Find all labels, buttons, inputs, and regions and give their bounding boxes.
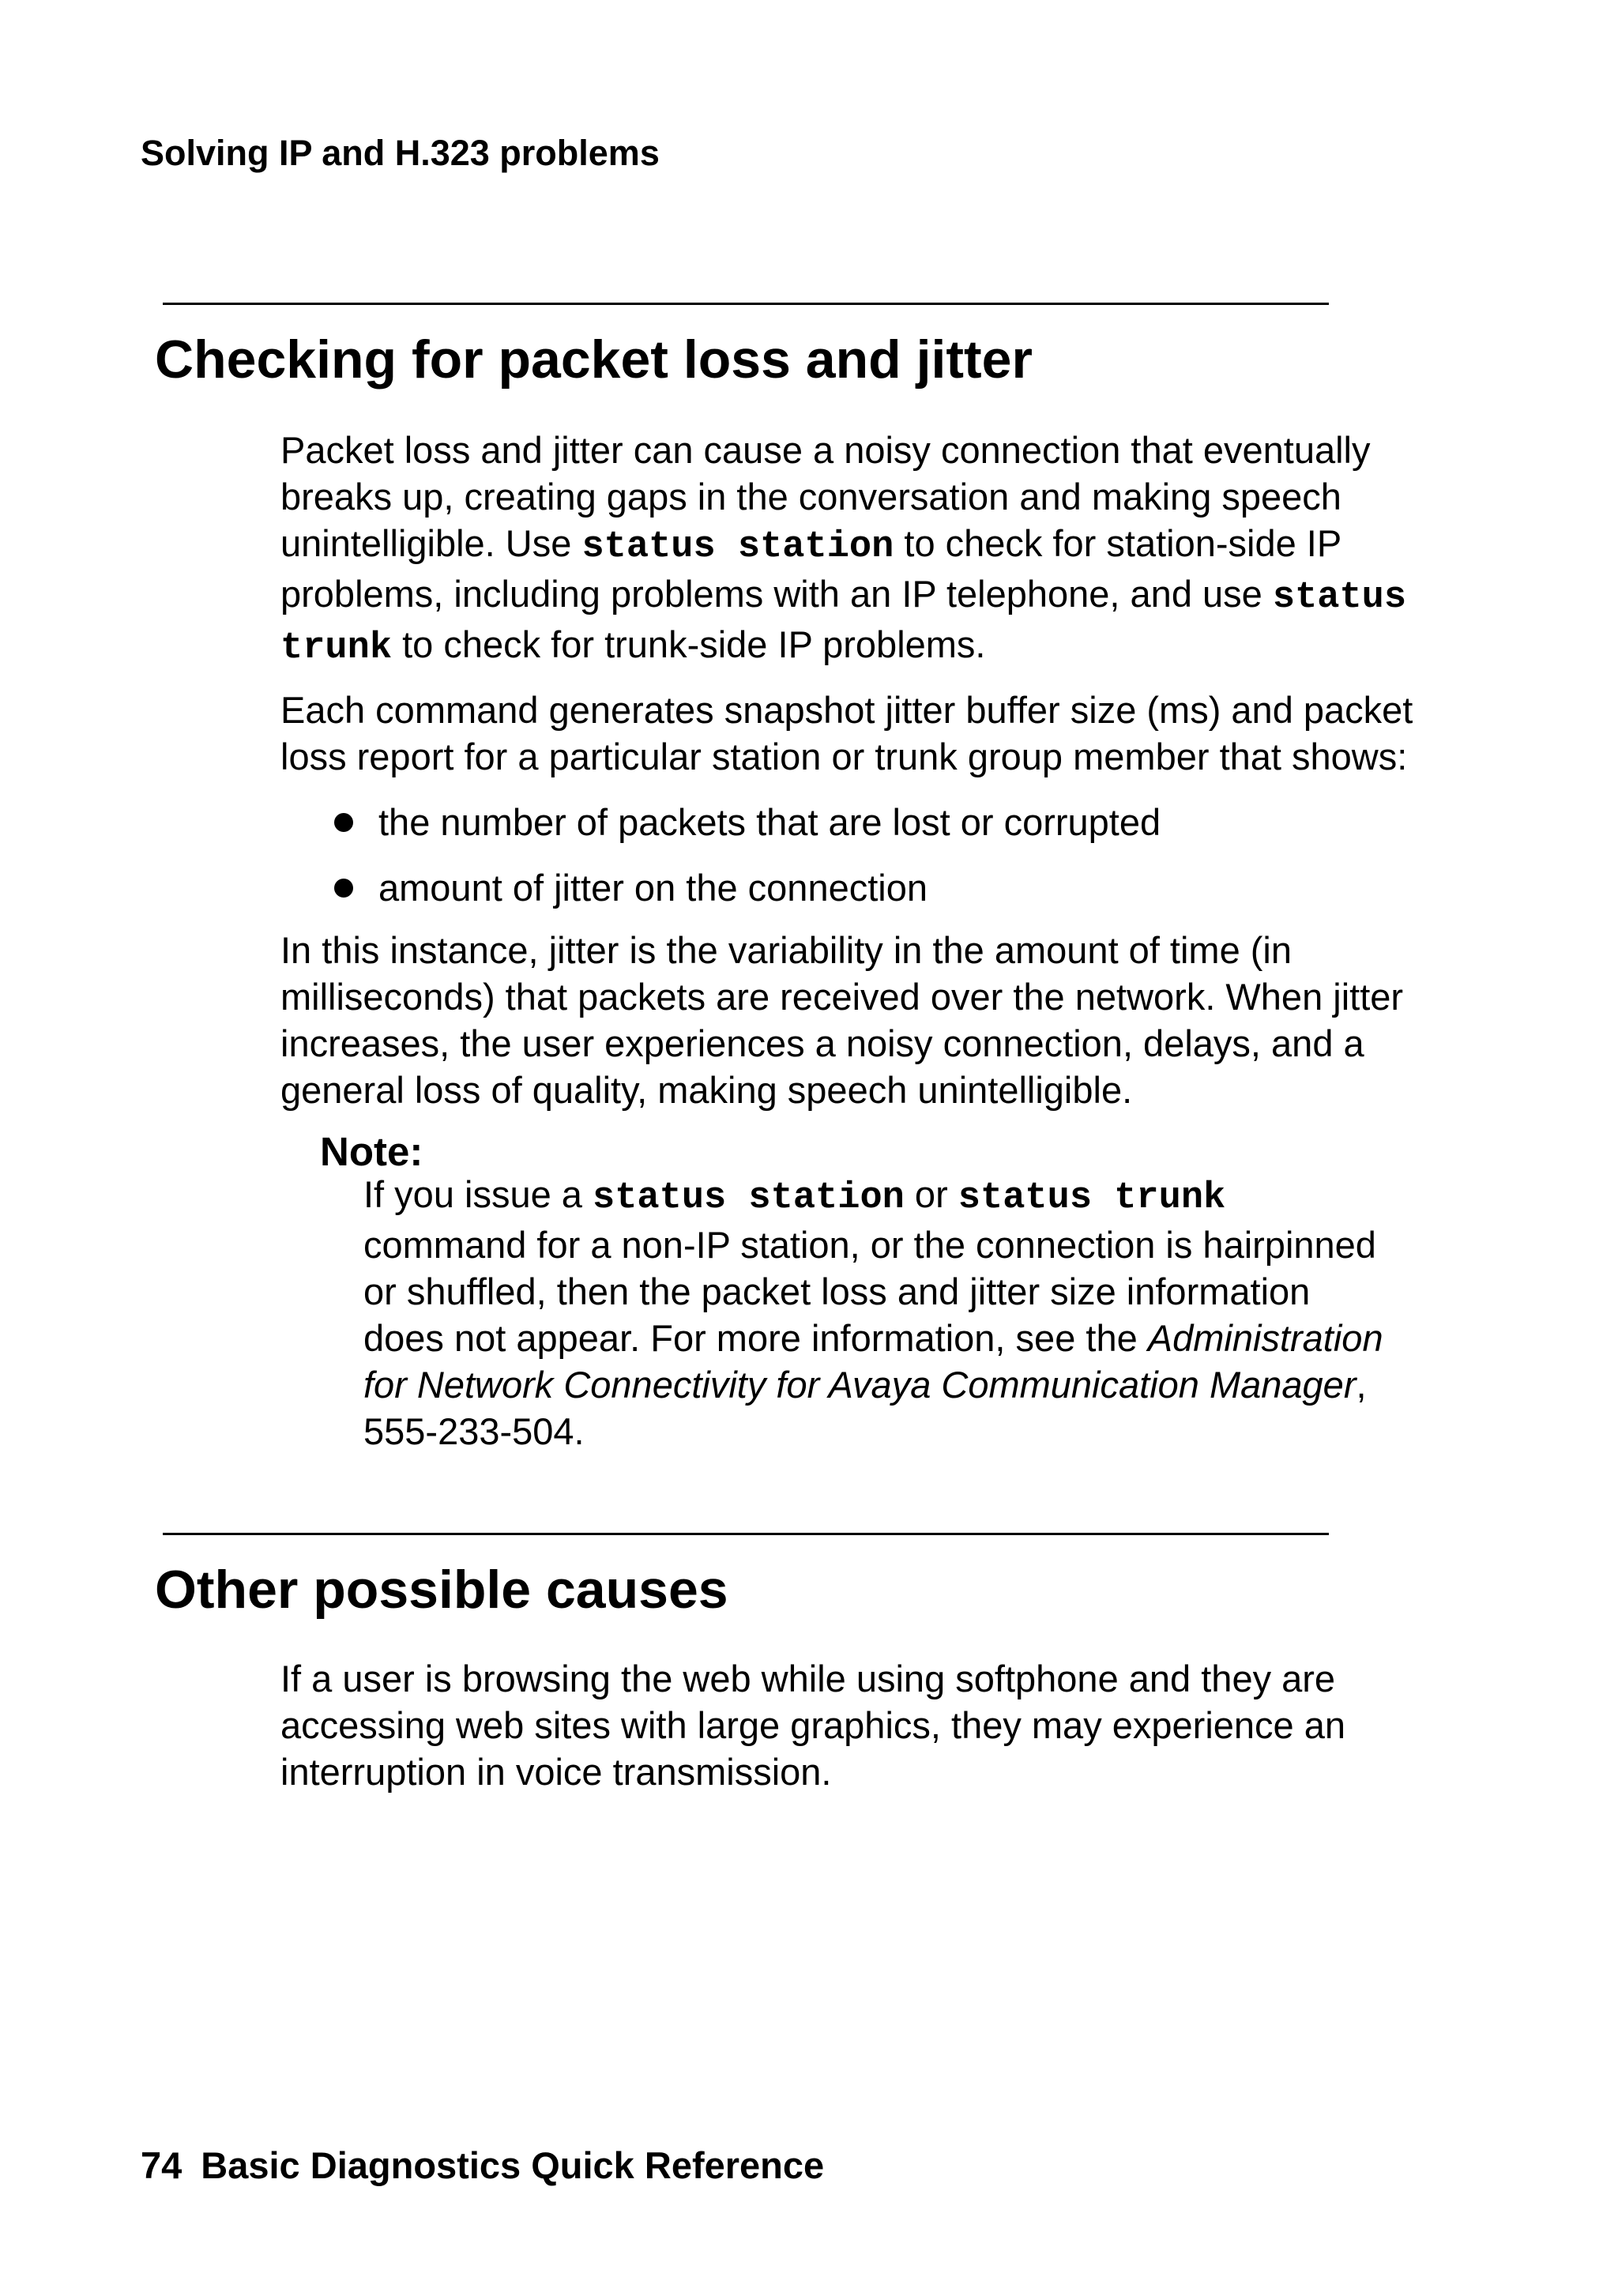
- list-item-text: amount of jitter on the connection: [378, 867, 928, 909]
- paragraph-status-commands: [280, 427, 1481, 672]
- paragraph-text: to check for station-side IP problems, including problems with an IP telephone, and use: [280, 522, 1341, 615]
- paragraph-report: Each command generates snapshot jitter buffer size (ms) and packet loss report for a particular station or trunk group member that shows:: [280, 689, 1413, 777]
- command-status-trunk: status trunk: [958, 1177, 1226, 1219]
- book-title: Basic Diagnostics Quick Reference: [201, 2144, 825, 2186]
- section-rule: [163, 1533, 1329, 1535]
- command-trunk: trunk: [280, 627, 393, 669]
- section-rule: [163, 303, 1329, 305]
- note-text: [363, 1171, 1390, 1455]
- section-heading-packet-loss: Checking for packet loss and jitter: [155, 329, 1033, 390]
- section-body-packet-loss: [280, 427, 1481, 1113]
- note-body: [363, 1171, 1390, 1455]
- paragraph-jitter-definition: In this instance, jitter is the variability in the amount of time (in milliseconds) that packets are received over the network. When jitter increases, the user experiences a noisy connection, delays, and a general loss of quality, making speech unintelligible.: [280, 929, 1404, 1111]
- list-item-text: the number of packets that are lost or corrupted: [378, 801, 1161, 843]
- note-text-part: If you issue a: [363, 1173, 593, 1215]
- list-item: [280, 864, 1481, 930]
- command-status-station: status station: [581, 526, 894, 568]
- page-footer: [141, 2143, 824, 2189]
- paragraph-softphone: If a user is browsing the web while using softphone and they are accessing web sites with large graphics, they may experience an interruption in voice transmission.: [280, 1658, 1346, 1793]
- bullet-list: [280, 799, 1481, 930]
- running-header: Solving IP and H.323 problems: [141, 133, 660, 173]
- bullet-icon: [334, 813, 353, 832]
- command-status: status: [1272, 577, 1407, 619]
- bullet-icon: [334, 879, 353, 898]
- paragraph-text: Packet loss and jitter can cause a noisy connection that eventually breaks up, creating gaps in the conversation and making speech unintelligible. Use: [280, 429, 1371, 564]
- section-body-other-causes: [280, 1655, 1481, 1795]
- page-number: 74: [141, 2144, 182, 2186]
- note-text-part: command for a non-IP station, or the connection is hairpinned or shuffled, then the packet loss and jitter size information does not appear. For more information, see the: [363, 1224, 1376, 1359]
- section-heading-other-causes: Other possible causes: [155, 1560, 728, 1620]
- document-reference-title: Administration for Network Connectivity for Avaya Communication Manager: [363, 1317, 1383, 1406]
- command-status-station: status station: [593, 1177, 905, 1219]
- note-title: Note:: [320, 1129, 423, 1174]
- list-item: [280, 799, 1481, 864]
- note-text-part: , 555-233-504.: [363, 1364, 1367, 1452]
- paragraph-text: to check for trunk-side IP problems.: [392, 623, 986, 665]
- note-text-part: or: [904, 1173, 958, 1215]
